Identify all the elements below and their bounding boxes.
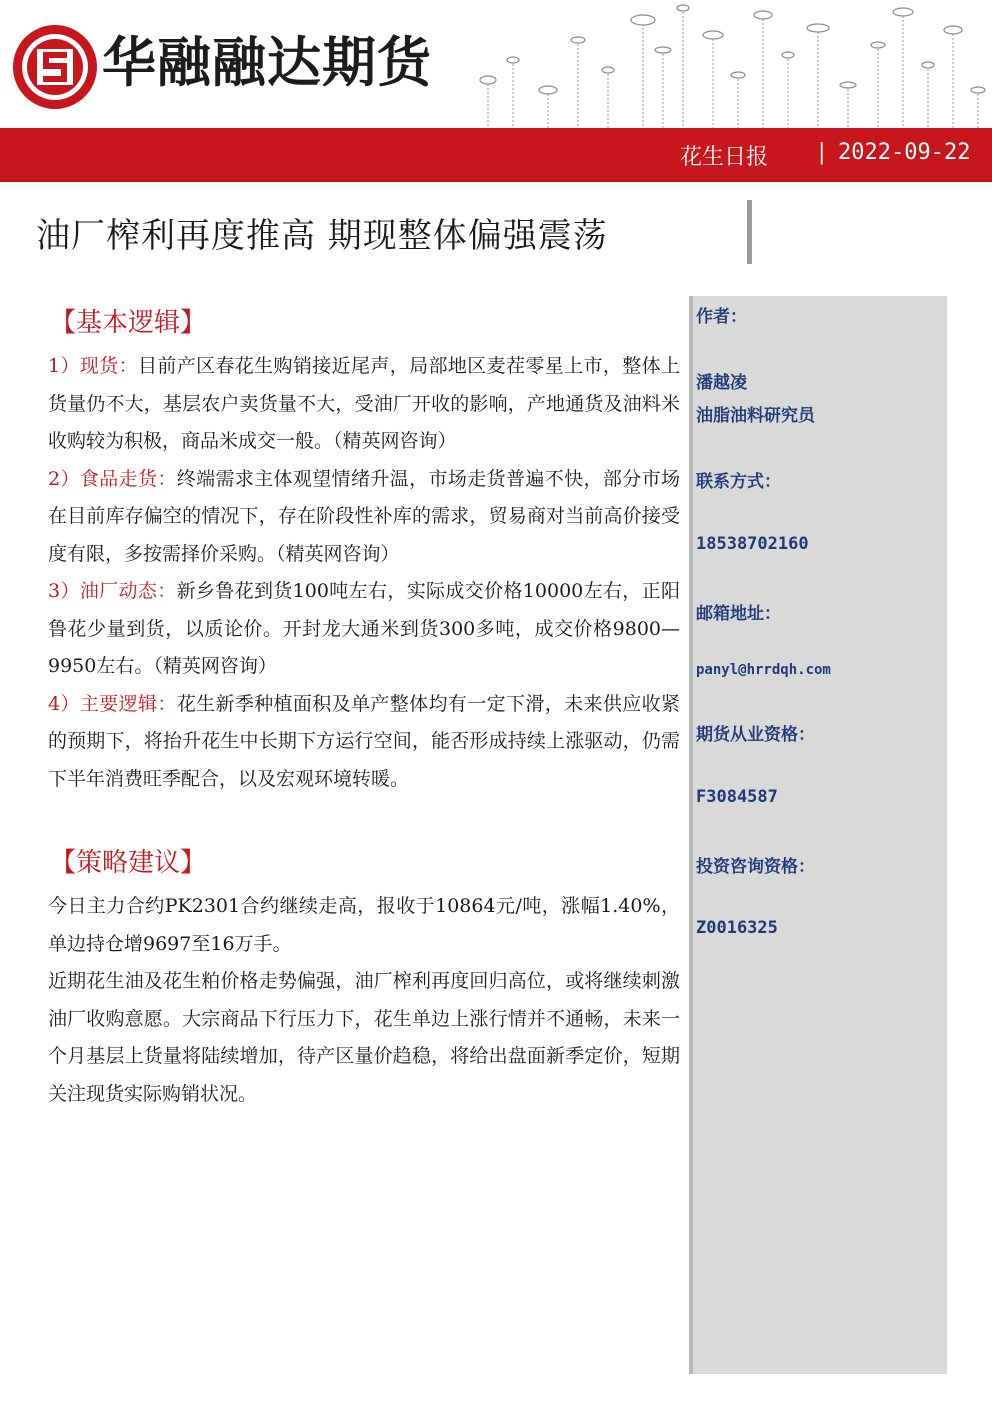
contact-phone: 18538702160 bbox=[696, 534, 809, 554]
futures-license-label: 期货从业资格： bbox=[696, 725, 815, 745]
section-title-logic: 【基本逻辑】 bbox=[50, 308, 207, 338]
decorative-pins-graphic bbox=[458, 0, 992, 128]
title-divider bbox=[747, 200, 752, 264]
strategy-text bbox=[48, 888, 680, 1113]
item-text: 花生新季种植面积及单产整体均有一定下滑，未来供应收紧的预期下，将抬升花生中长期下方运行空间，能否形成持续上涨驱动，仍需下半年消费旺季配合，以及宏观环境转暖。 bbox=[48, 692, 680, 790]
author-name: 潘越凌 bbox=[696, 373, 747, 393]
company-logo-icon bbox=[10, 22, 100, 112]
logic-list bbox=[48, 348, 680, 798]
advisory-license-number: Z0016325 bbox=[696, 918, 778, 938]
list-item bbox=[48, 461, 680, 574]
advisory-license-label: 投资咨询资格： bbox=[696, 857, 815, 877]
author-sidebar bbox=[689, 296, 947, 1374]
futures-license-number: F3084587 bbox=[696, 787, 778, 807]
header-separator: | bbox=[818, 140, 826, 165]
report-type: 花生日报 bbox=[680, 145, 769, 170]
email-label: 邮箱地址： bbox=[696, 604, 781, 624]
list-item bbox=[48, 348, 680, 461]
email-address[interactable]: panyl@hrrdqh.com bbox=[696, 662, 831, 678]
header-bar bbox=[0, 128, 992, 182]
strategy-paragraph: 近期花生油及花生粕价格走势偏强，油厂榨利再度回归高位，或将继续刺激油厂收购意愿。大宗商品下行压力下，花生单边上涨行情并不通畅，未来一个月基层上货量将陆续增加，待产区量价趋稳，将给出盘面新季定价，短期关注现货实际购销状况。 bbox=[48, 970, 680, 1105]
item-label: 2）食品走货： bbox=[48, 467, 177, 490]
report-date: 2022-09-22 bbox=[838, 140, 971, 165]
list-item bbox=[48, 573, 680, 686]
item-text: 终端需求主体观望情绪升温，市场走货普遍不快，部分市场在目前库存偏空的情况下，存在阶段性补库的需求，贸易商对当前高价接受度有限，多按需择价采购。（精英网咨询） bbox=[48, 467, 680, 565]
list-item bbox=[48, 686, 680, 799]
section-title-strategy: 【策略建议】 bbox=[50, 848, 207, 878]
strategy-paragraph: 今日主力合约PK2301合约继续走高，报收于10864元/吨，涨幅1.40%，单边持仓增9697至16万手。 bbox=[48, 895, 680, 955]
item-label: 4）主要逻辑： bbox=[48, 692, 177, 715]
item-text: 新乡鲁花到货100吨左右，实际成交价格10000左右，正阳鲁花少量到货，以质论价。开封龙大通米到货300多吨，成交价格9800—9950左右。（精英网咨询） bbox=[48, 580, 680, 677]
item-label: 1）现货： bbox=[48, 355, 138, 377]
brand-name: 华融融达期货 bbox=[102, 31, 432, 94]
item-label: 3）油厂动态： bbox=[48, 580, 177, 602]
author-title: 油脂油料研究员 bbox=[696, 406, 815, 426]
item-text: 目前产区春花生购销接近尾声，局部地区麦茬零星上市，整体上货量仍不大，基层农户卖货量不大，受油厂开收的影响，产地通货及油料米收购较为积极，商品米成交一般。（精英网咨询） bbox=[48, 355, 680, 452]
contact-label: 联系方式： bbox=[696, 472, 781, 492]
author-label: 作者： bbox=[696, 307, 747, 327]
page-title: 油厂榨利再度推高 期现整体偏强震荡 bbox=[36, 216, 608, 256]
